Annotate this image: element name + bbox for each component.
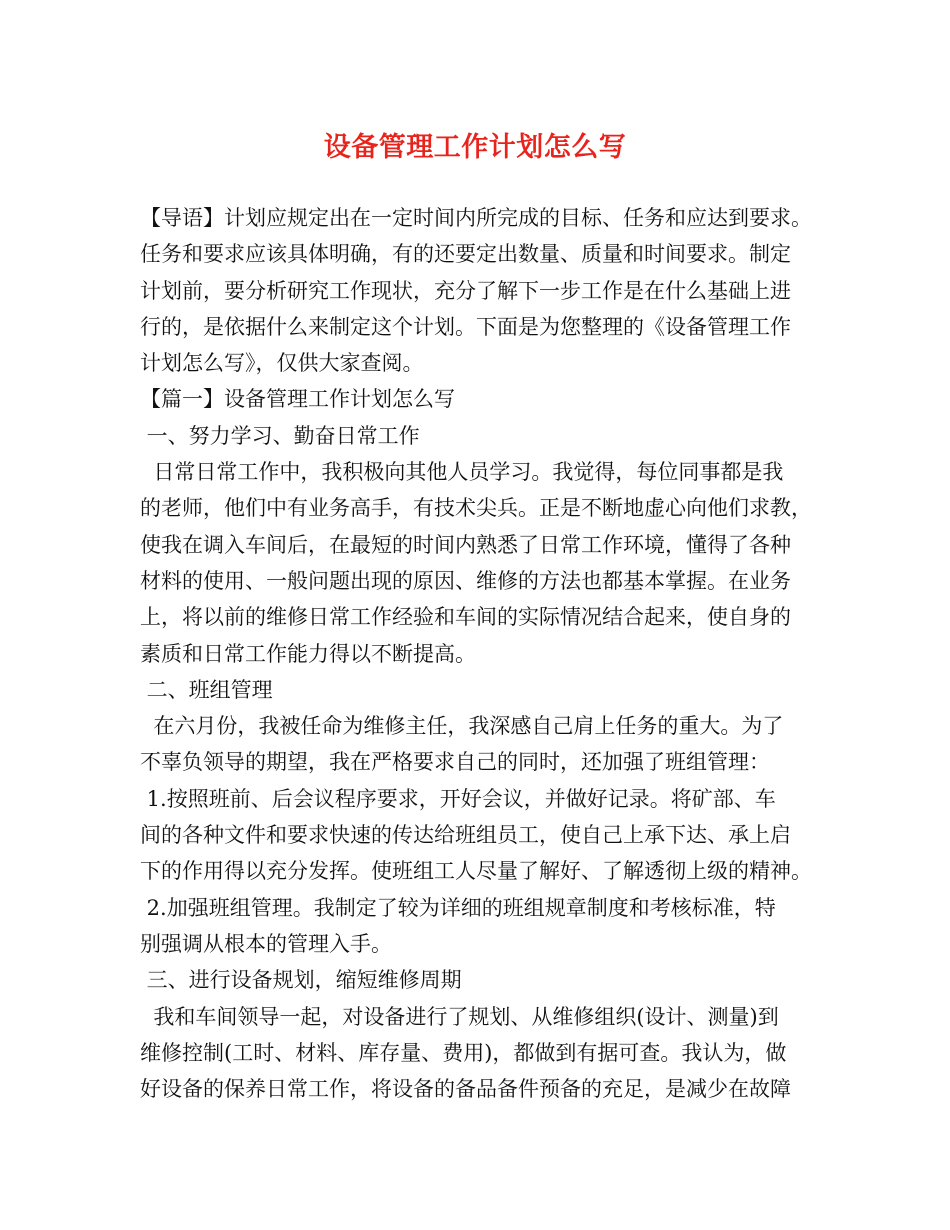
body-line: 好设备的保养日常工作，将设备的备品备件预备的充足，是减少在故障 <box>140 1077 791 1102</box>
body-line: 【篇一】设备管理工作计划怎么写 <box>140 387 455 412</box>
body-line: 材料的使用、一般问题出现的原因、维修的方法也都基本掌握。在业务 <box>140 568 791 593</box>
body-line: 【导语】计划应规定出在一定时间内所完成的目标、任务和应达到要求。 <box>140 206 812 230</box>
body-line: 行的，是依据什么来制定这个计划。下面是为您整理的《设备管理工作 <box>140 314 791 339</box>
body-line: 1.按照班前、后会议程序要求，开好会议，并做好记录。将矿部、车 <box>140 786 776 811</box>
body-line: 2.加强班组管理。我制定了较为详细的班组规章制度和考核标准，特 <box>140 895 776 920</box>
body-line: 维修控制(工时、材料、库存量、费用)，都做到有据可查。我认为，做 <box>140 1040 787 1065</box>
body-line: 二、班组管理 <box>140 677 273 702</box>
body-line: 三、进行设备规划，缩短维修周期 <box>140 968 462 993</box>
body-line: 任务和要求应该具体明确，有的还要定出数量、质量和时间要求。制定 <box>140 242 791 267</box>
body-line: 下的作用得以充分发挥。使班组工人尽量了解好、了解透彻上级的精神。 <box>140 859 812 884</box>
body-line: 我和车间领导一起，对设备进行了规划、从维修组织(设计、测量)到 <box>140 1004 779 1029</box>
body-line: 上，将以前的维修日常工作经验和车间的实际情况结合起来，使自身的 <box>140 605 791 630</box>
body-line: 计划前，要分析研究工作现状，充分了解下一步工作是在什么基础上进 <box>140 278 791 303</box>
body-line: 素质和日常工作能力得以不断提高。 <box>140 641 476 666</box>
body-line: 使我在调入车间后，在最短的时间内熟悉了日常工作环境，懂得了各种 <box>140 532 791 557</box>
document-body <box>140 200 830 1107</box>
body-line: 在六月份，我被任命为维修主任，我深感自己肩上任务的重大。为了 <box>140 714 784 739</box>
body-line: 不辜负领导的期望，我在严格要求自己的同时，还加强了班组管理： <box>140 750 770 775</box>
body-line: 计划怎么写》，仅供大家查阅。 <box>140 351 424 376</box>
body-line: 别强调从根本的管理入手。 <box>140 931 392 956</box>
body-line: 一、努力学习、勤奋日常工作 <box>140 423 420 448</box>
body-line: 的老师，他们中有业务高手，有技术尖兵。正是不断地虚心向他们求教， <box>140 496 812 521</box>
body-line: 日常日常工作中，我积极向其他人员学习。我觉得，每位同事都是我 <box>140 460 784 485</box>
document-title: 设备管理工作计划怎么写 <box>323 132 627 163</box>
body-line: 间的各种文件和要求快速的传达给班组员工，使自己上承下达、承上启 <box>140 823 791 848</box>
